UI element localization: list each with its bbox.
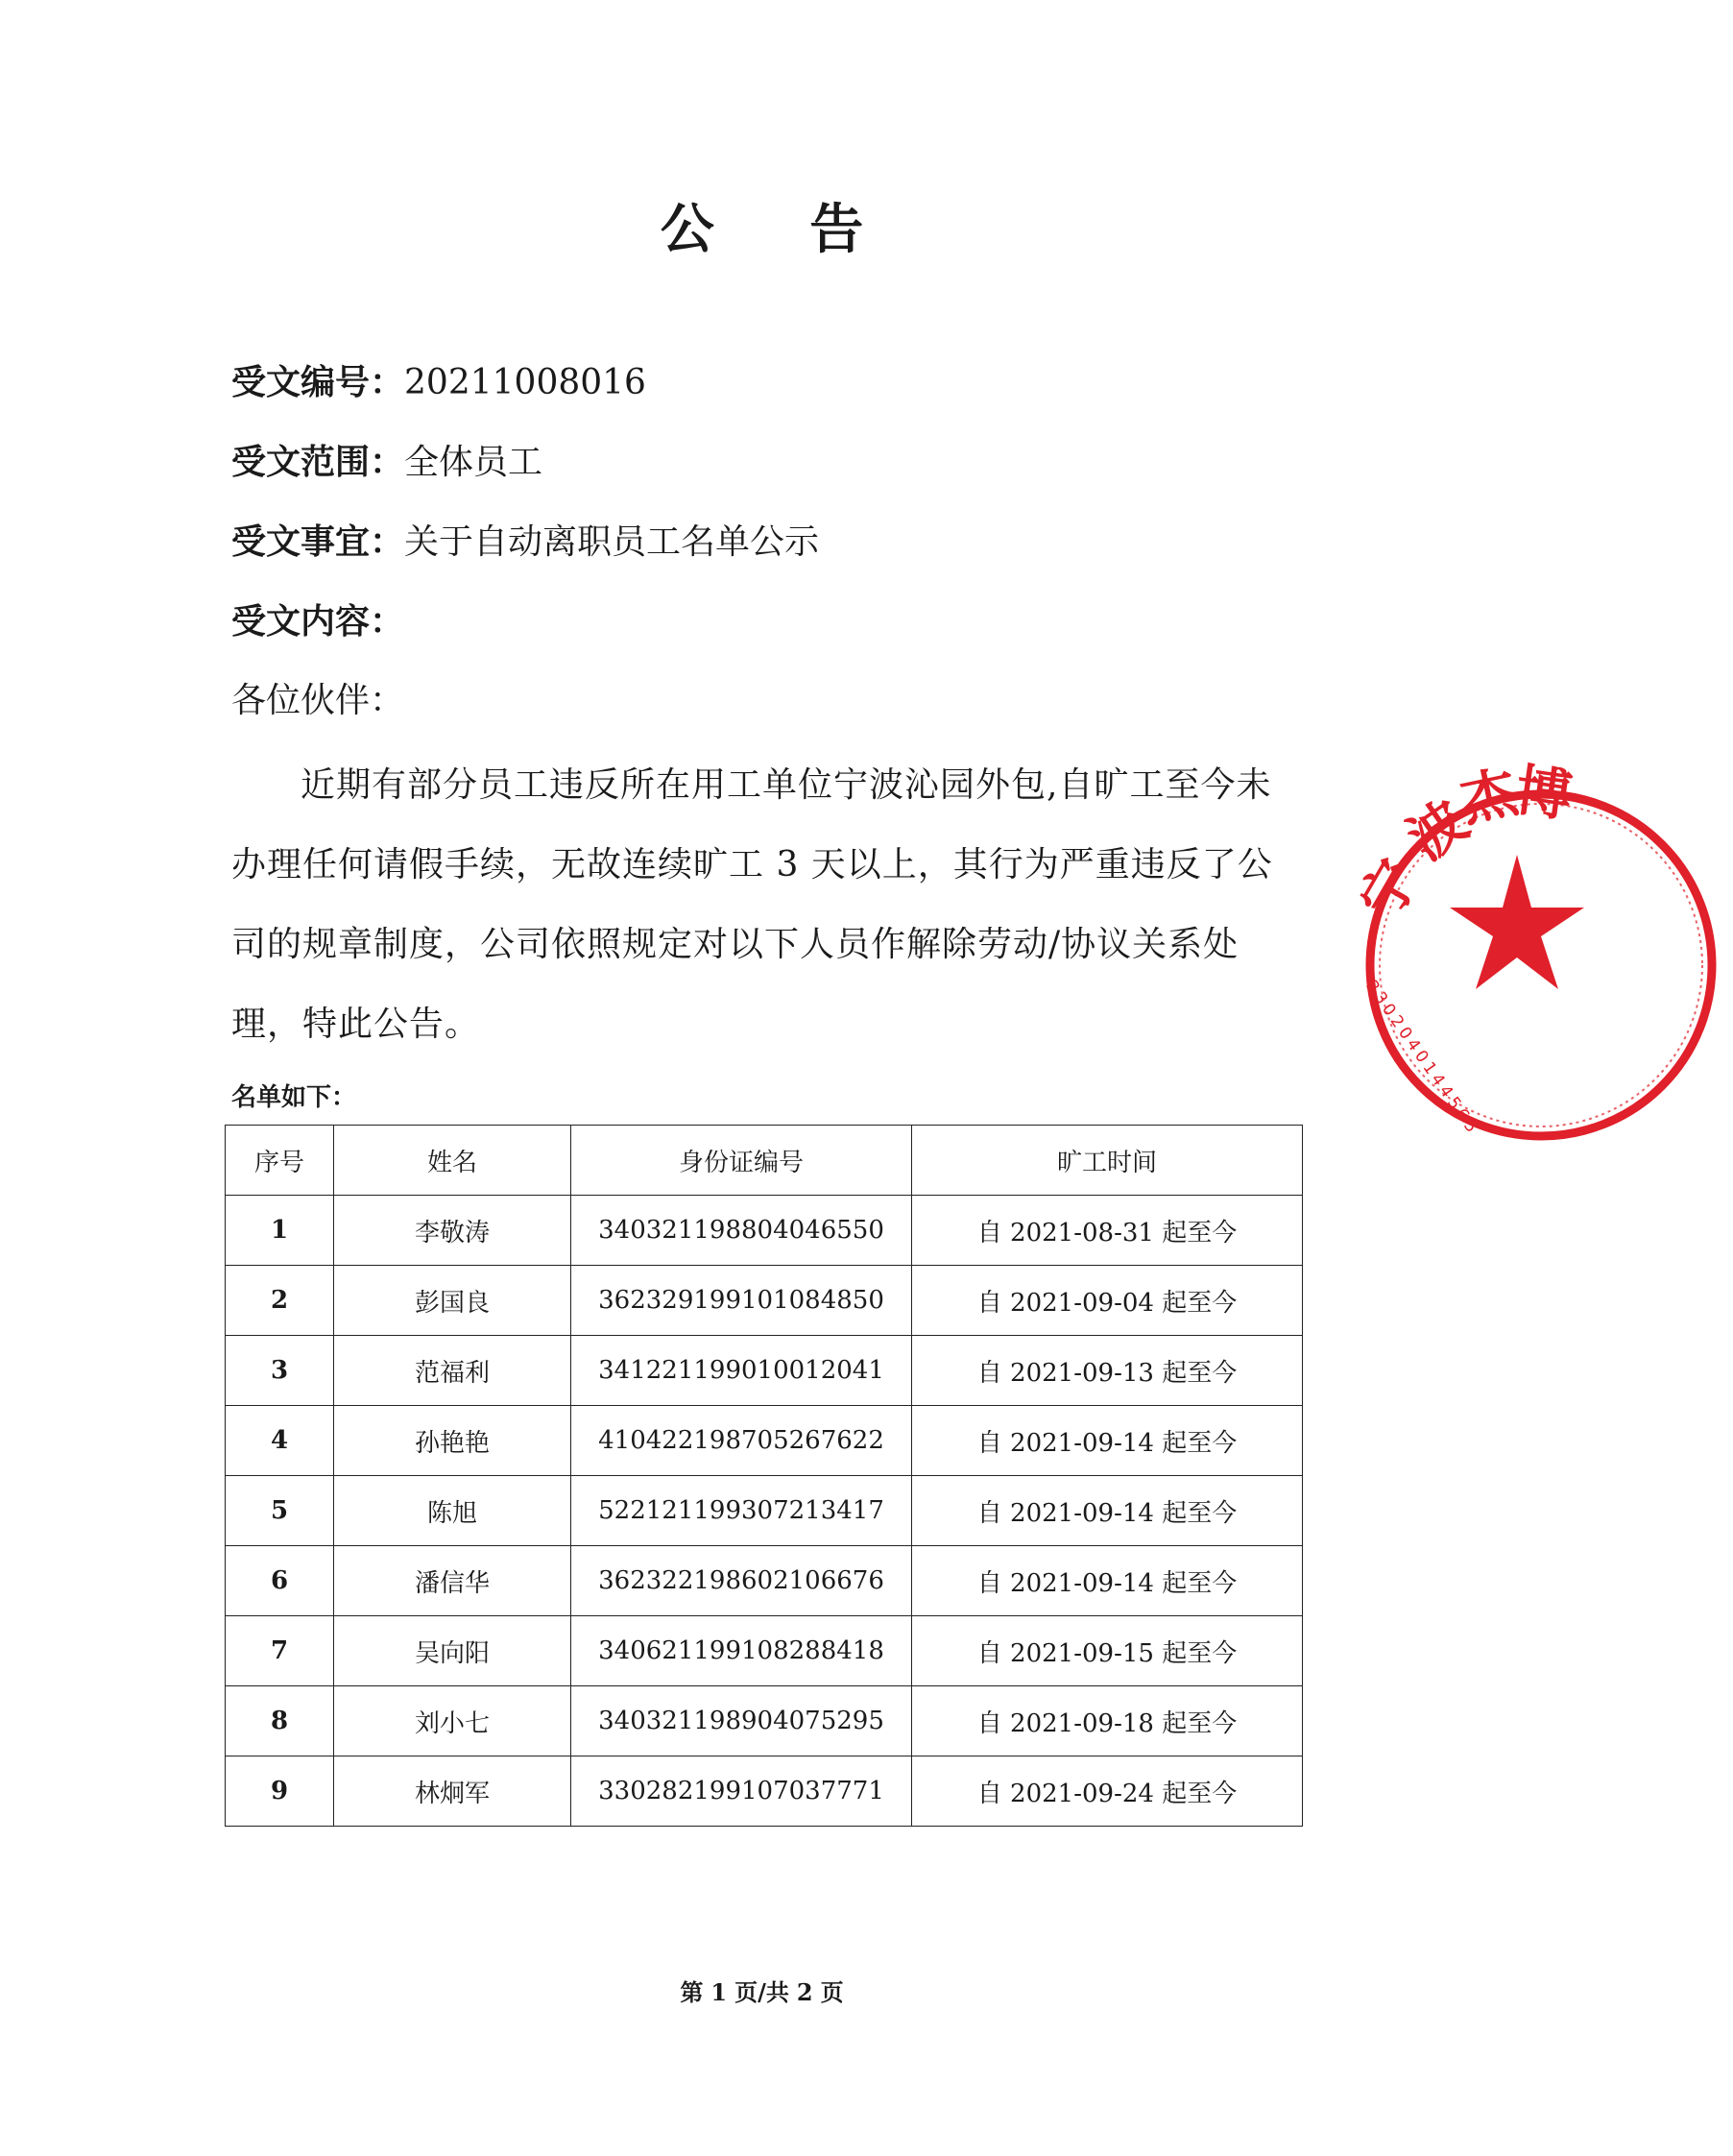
absence-period: 自 2021-09-14 起至今 (912, 1476, 1303, 1546)
absence-period: 自 2021-09-24 起至今 (912, 1756, 1303, 1827)
doc-scope-value: 全体员工 (404, 443, 543, 482)
table-row (226, 1756, 1303, 1827)
page-footer (0, 1974, 1524, 2007)
row-index: 7 (226, 1616, 334, 1686)
table-row (226, 1476, 1303, 1546)
table-row (226, 1616, 1303, 1686)
row-index: 9 (226, 1756, 334, 1827)
svg-text:宁: 宁 (1347, 848, 1432, 930)
doc-number (231, 359, 646, 406)
doc-number-label: 受文编号： (231, 362, 405, 402)
table-row (226, 1406, 1303, 1476)
absence-period: 自 2021-09-15 起至今 (912, 1616, 1303, 1686)
table-row (226, 1336, 1303, 1406)
employee-name: 彭国良 (334, 1266, 571, 1336)
absence-period: 自 2021-09-13 起至今 (912, 1336, 1303, 1406)
row-index: 6 (226, 1546, 334, 1616)
id-number: 362322198602106676 (571, 1546, 912, 1616)
header-absence: 旷工时间 (912, 1126, 1303, 1196)
row-index: 3 (226, 1336, 334, 1406)
table-row (226, 1196, 1303, 1266)
id-number: 340621199108288418 (571, 1616, 912, 1686)
employee-name: 陈旭 (334, 1476, 571, 1546)
doc-content-label: 受文内容： (231, 601, 405, 642)
doc-scope-label: 受文范围： (231, 442, 405, 482)
id-number: 341221199010012041 (571, 1336, 912, 1406)
employee-name: 潘信华 (334, 1546, 571, 1616)
employee-name: 孙艳艳 (334, 1406, 571, 1476)
employee-name: 范福利 (334, 1336, 571, 1406)
id-number: 362329199101084850 (571, 1266, 912, 1336)
employee-table (225, 1125, 1303, 1827)
svg-text:杰: 杰 (1455, 759, 1524, 835)
footer-total: 2 (796, 1978, 813, 2006)
doc-scope (231, 439, 542, 486)
footer-current: 1 (710, 1978, 728, 2006)
absence-period: 自 2021-09-04 起至今 (912, 1266, 1303, 1336)
absence-period: 自 2021-09-14 起至今 (912, 1546, 1303, 1616)
page-title: 公 告 (660, 198, 903, 261)
header-name: 姓名 (334, 1126, 571, 1196)
body-paragraph: 近期有部分员工违反所在用工单位宁波沁园外包,自旷工至今未办理任何请假手续，无故连续旷工 3 天以上，其行为严重违反了公司的规章制度，公司依照规定对以下人员作解除劳动/协议关系处理，特此公告。 (231, 765, 1273, 1044)
table-row (226, 1686, 1303, 1756)
table-row (226, 1266, 1303, 1336)
id-number: 410422198705267622 (571, 1406, 912, 1476)
row-index: 8 (226, 1686, 334, 1756)
footer-middle: 页/共 (734, 1978, 789, 2006)
footer-prefix: 第 (680, 1978, 704, 2006)
salutation: 各位伙伴： (231, 681, 405, 720)
id-number: 330282199107037771 (571, 1756, 912, 1827)
list-title: 名单如下： (231, 1083, 357, 1112)
svg-text:波: 波 (1396, 787, 1480, 873)
absence-period: 自 2021-09-14 起至今 (912, 1406, 1303, 1476)
header-index: 序号 (226, 1126, 334, 1196)
table-row (226, 1546, 1303, 1616)
doc-content (231, 598, 404, 645)
row-index: 4 (226, 1406, 334, 1476)
id-number: 340321198904075295 (571, 1686, 912, 1756)
employee-name: 刘小七 (334, 1686, 571, 1756)
header-id: 身份证编号 (571, 1126, 912, 1196)
row-index: 1 (226, 1196, 334, 1266)
id-number: 522121199307213417 (571, 1476, 912, 1546)
absence-period: 自 2021-09-18 起至今 (912, 1686, 1303, 1756)
row-index: 5 (226, 1476, 334, 1546)
doc-subject-label: 受文事宜： (231, 521, 405, 562)
employee-name: 吴向阳 (334, 1616, 571, 1686)
id-number: 340321198804046550 (571, 1196, 912, 1266)
svg-text:博: 博 (1511, 757, 1577, 830)
row-index: 2 (226, 1266, 334, 1336)
employee-name: 林炯军 (334, 1756, 571, 1827)
employee-name: 李敬涛 (334, 1196, 571, 1266)
doc-subject (231, 519, 819, 566)
footer-suffix: 页 (820, 1978, 844, 2006)
svg-text:3302040144565: 3302040144565 (1361, 977, 1483, 1140)
table-header-row (226, 1126, 1303, 1196)
doc-subject-value: 关于自动离职员工名单公示 (404, 522, 820, 562)
doc-number-value: 20211008016 (404, 363, 646, 402)
company-seal (1347, 757, 1577, 1140)
absence-period: 自 2021-08-31 起至今 (912, 1196, 1303, 1266)
